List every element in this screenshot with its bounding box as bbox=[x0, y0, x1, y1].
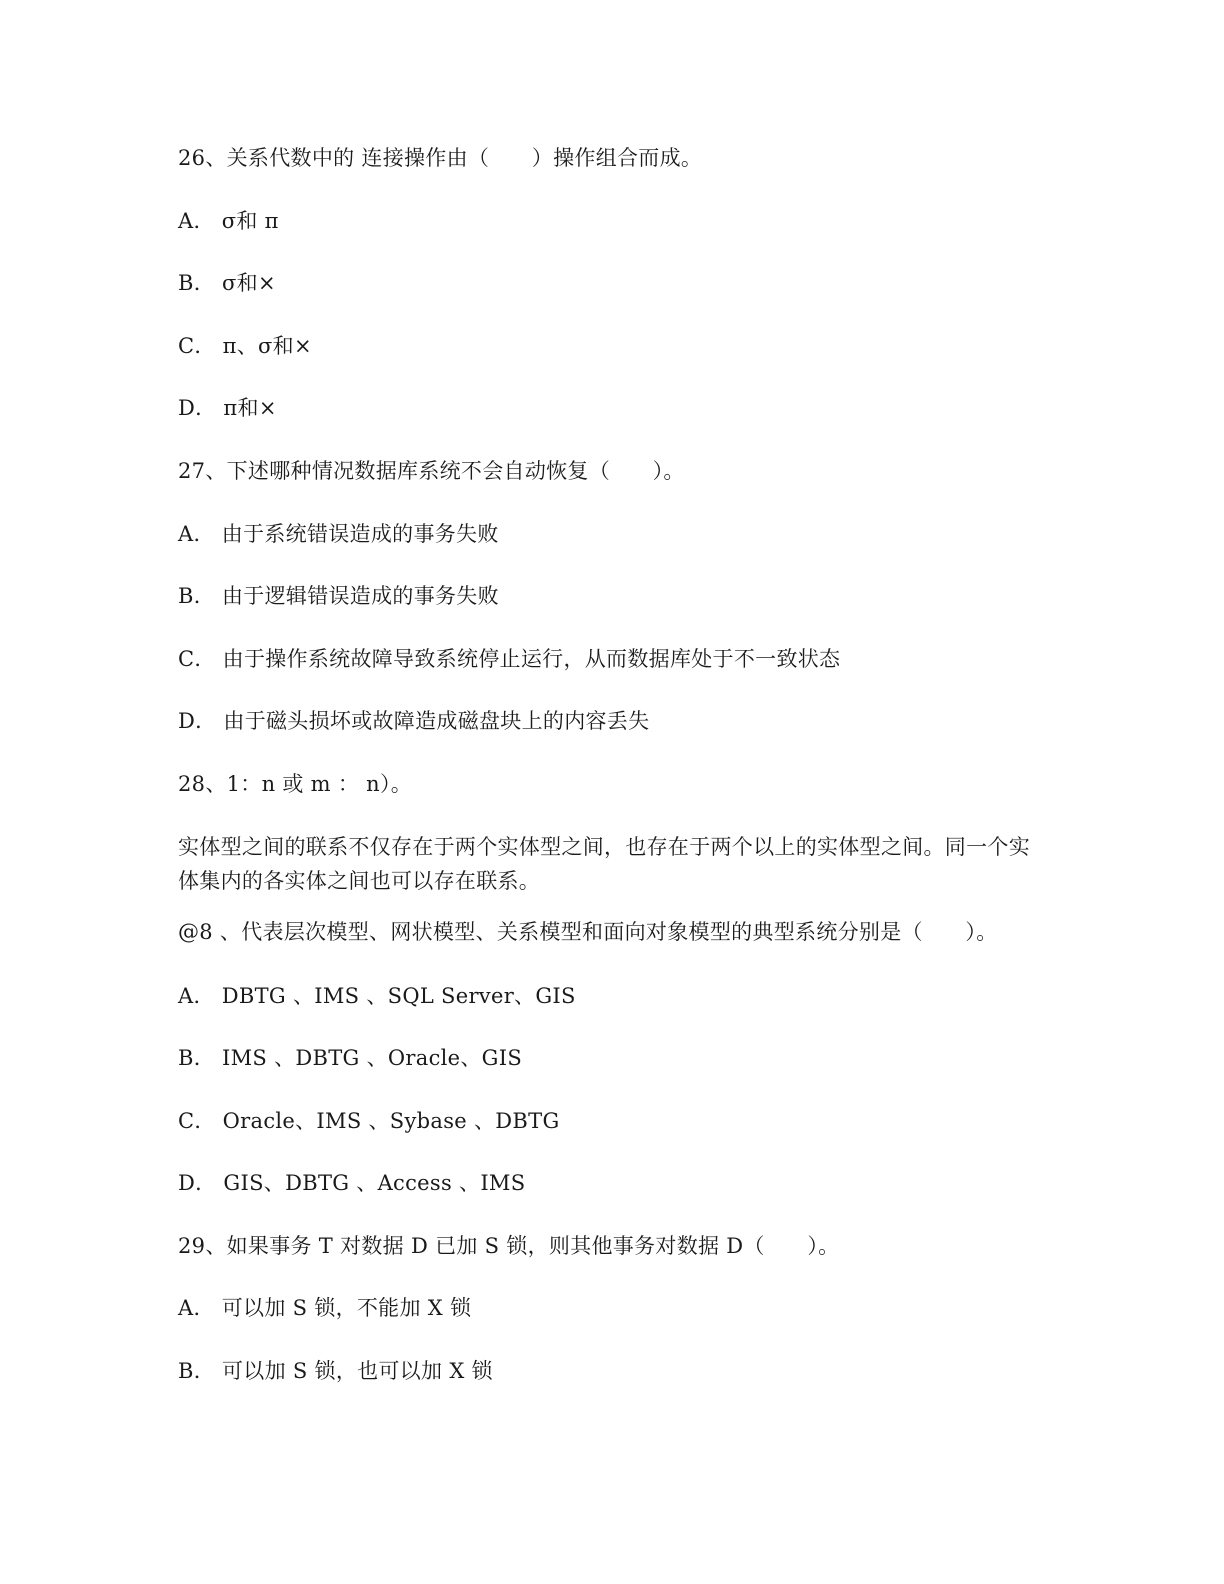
q29-option-b: B． 可以加 S 锁，也可以加 X 锁 bbox=[178, 1359, 493, 1383]
question-26: 26、关系代数中的 连接操作由（ ）操作组合而成。 bbox=[178, 146, 703, 170]
q26-option-d: D． π和× bbox=[178, 396, 277, 420]
q26-option-a: A． σ和 π bbox=[178, 209, 279, 233]
q28-option-c: C． Oracle、IMS 、Sybase 、DBTG bbox=[178, 1109, 560, 1133]
q26-option-b: B． σ和× bbox=[178, 271, 276, 295]
q27-option-b: B． 由于逻辑错误造成的事务失败 bbox=[178, 584, 499, 608]
q27-option-a: A． 由于系统错误造成的事务失败 bbox=[178, 522, 499, 546]
question-27: 27、下述哪种情况数据库系统不会自动恢复（ ）。 bbox=[178, 459, 685, 483]
question-29: 29、如果事务 T 对数据 D 已加 S 锁，则其他事务对数据 D（ ）。 bbox=[178, 1234, 840, 1258]
q27-option-c: C． 由于操作系统故障导致系统停止运行，从而数据库处于不一致状态 bbox=[178, 647, 841, 671]
explanation-paragraph: 实体型之间的联系不仅存在于两个实体型之间，也存在于两个以上的实体型之间。同一个实体集内的各实体之间也可以存在联系。 bbox=[178, 835, 1030, 893]
question-28: 28、1：n 或 m ： n）。 bbox=[178, 772, 413, 796]
q28-option-d: D． GIS、DBTG 、Access 、IMS bbox=[178, 1171, 526, 1195]
q29-option-a: A． 可以加 S 锁，不能加 X 锁 bbox=[178, 1296, 472, 1320]
q27-option-d: D． 由于磁头损坏或故障造成磁盘块上的内容丢失 bbox=[178, 709, 650, 733]
q28-option-b: B． IMS 、DBTG 、Oracle、GIS bbox=[178, 1046, 523, 1070]
q26-option-c: C． π、σ和× bbox=[178, 334, 312, 358]
q28-option-a: A． DBTG 、IMS 、SQL Server、GIS bbox=[178, 984, 576, 1008]
question-28b: @8 、代表层次模型、网状模型、关系模型和面向对象模型的典型系统分别是（ ）。 bbox=[178, 920, 998, 944]
